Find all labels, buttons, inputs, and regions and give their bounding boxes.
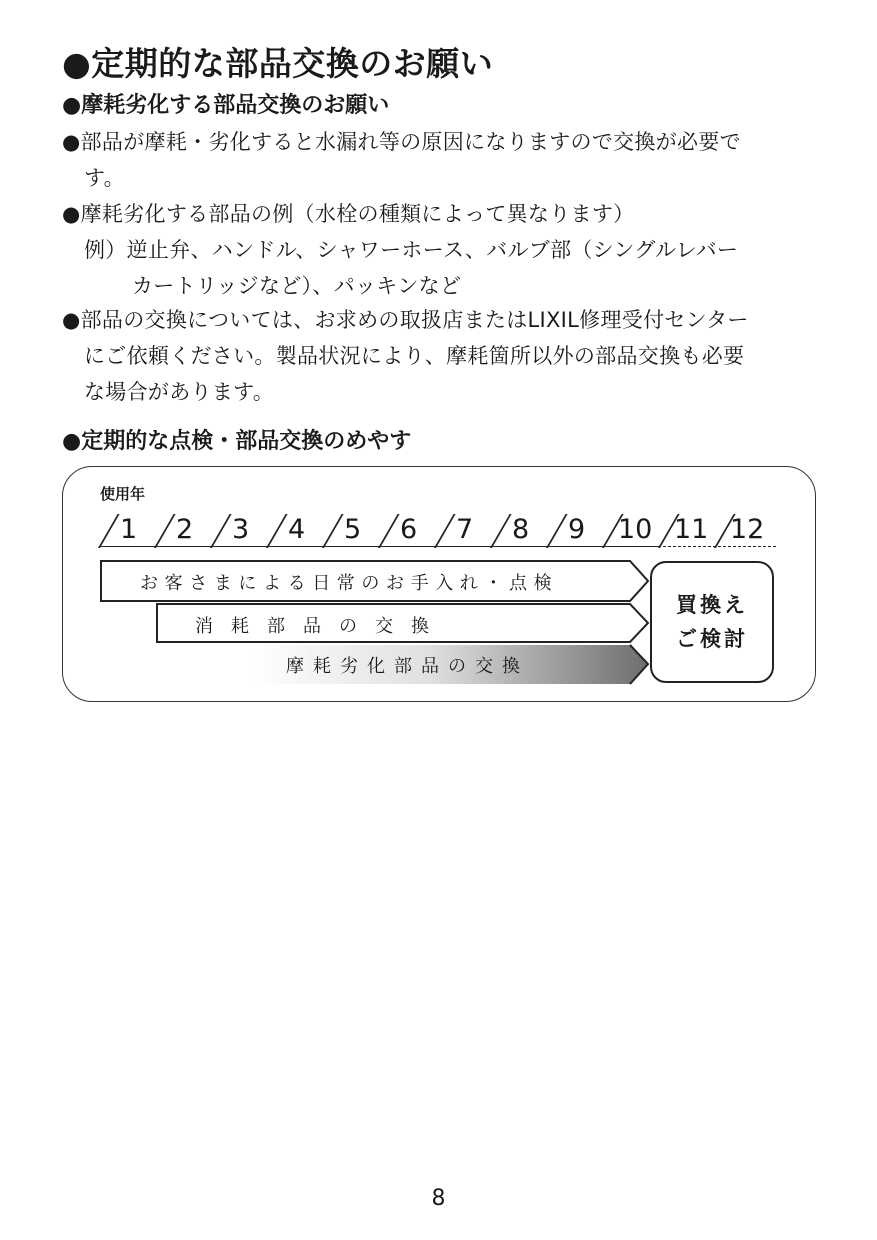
year-label: 11 <box>674 514 709 545</box>
paragraph-line: す。 <box>84 166 125 190</box>
year-label: 4 <box>288 514 306 545</box>
section-heading-wear-parts: ●摩耗劣化する部品交換のお願い <box>62 93 390 118</box>
page-number: 8 <box>431 1186 446 1211</box>
year-label: 9 <box>568 514 586 545</box>
year-label: 1 <box>120 514 138 545</box>
paragraph-line: 例）逆止弁、ハンドル、シャワーホース、バルブ部（シングルレバー <box>84 238 739 262</box>
bar-label-wear-parts: 摩耗劣化部品の交換 <box>286 656 529 677</box>
replacement-box-line: 買換え <box>676 593 748 617</box>
year-label: 2 <box>176 514 194 545</box>
year-label: 10 <box>618 514 653 545</box>
bar-label-daily-care: お客さまによる日常のお手入れ・点検 <box>140 573 559 594</box>
year-label: 8 <box>512 514 530 545</box>
replacement-box <box>650 561 774 683</box>
paragraph-line: な場合があります。 <box>84 380 275 404</box>
paragraph-line: ●摩耗劣化する部品の例（水栓の種類によって異なります） <box>62 202 635 226</box>
paragraph-line: ●部品の交換については、お求めの取扱店またはLIXIL修理受付センター <box>62 308 749 332</box>
section-heading-schedule: ●定期的な点検・部品交換のめやす <box>62 429 412 454</box>
bar-label-consumable-parts: 消 耗 部 品 の 交 換 <box>195 616 429 637</box>
year-label: 12 <box>730 514 765 545</box>
paragraph-line: ●部品が摩耗・劣化すると水漏れ等の原因になりますので交換が必要で <box>62 130 741 154</box>
paragraph-line: にご依頼ください。製品状況により、摩耗箇所以外の部品交換も必要 <box>84 344 745 368</box>
replacement-box-line: ご検討 <box>676 627 748 651</box>
year-label: 7 <box>456 514 474 545</box>
years-label: 使用年 <box>100 485 146 503</box>
paragraph-line: カートリッジなど）、パッキンなど <box>132 274 462 298</box>
year-label: 6 <box>400 514 418 545</box>
year-label: 3 <box>232 514 250 545</box>
year-label: 5 <box>344 514 362 545</box>
page-title: ●定期的な部品交換のお願い <box>62 44 494 83</box>
